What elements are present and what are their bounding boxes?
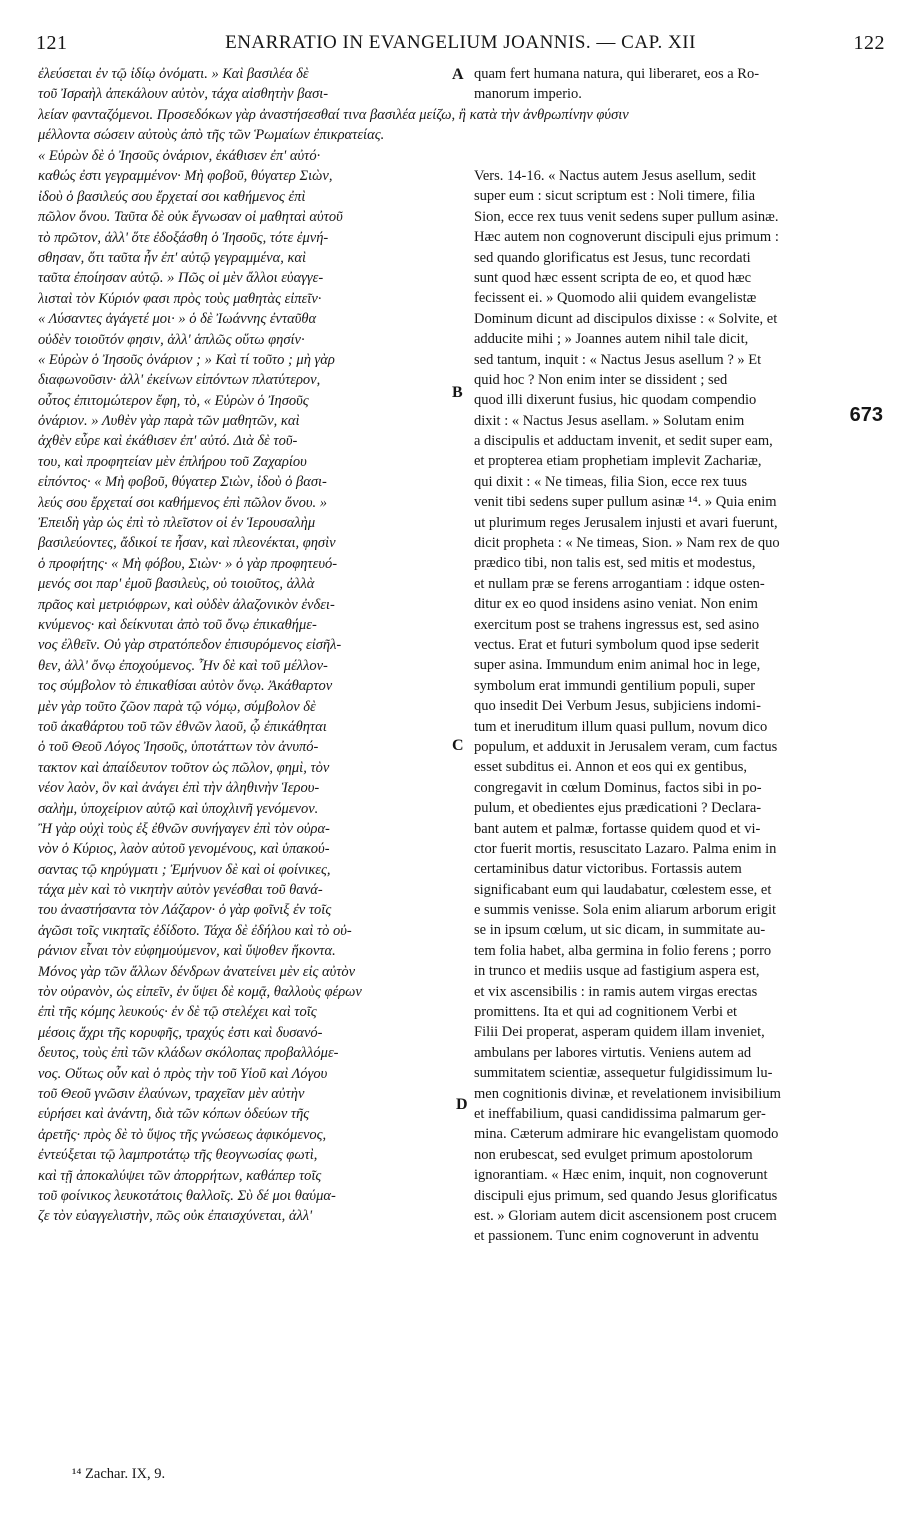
latin-line: congregavit in cœlum Dominus, factos sibi in po-	[474, 779, 762, 796]
greek-line: τὸν οὐρανὸν, ὡς εἰπεῖν, ἐν ὕψει δὲ κομᾷ, θαλλοὺς φέρων	[38, 984, 362, 1001]
greek-line: τάχα μὲν καὶ τὸ νικητὴν αὐτὸν γενέσθαι τοῦ θανά-	[38, 882, 323, 899]
greek-line: κνύμενος· καὶ δείκνυται ἀπὸ τοῦ ὄνῳ ἐπικαθήμε-	[38, 616, 317, 633]
section-marker-d: D	[456, 1096, 468, 1113]
greek-line: σαλὴμ, ὑποχείριον αὐτῷ καὶ ὑποχλινῆ γενόμενον.	[38, 800, 319, 817]
latin-line: mina. Cæterum admirare hic evangelistam quomodo	[474, 1126, 779, 1143]
greek-line: πρᾶος καὶ μετριόφρων, καὶ οὐδὲν ἀλαζονικὸν ἐνδει-	[38, 596, 335, 613]
greek-line: εὑρήσει καὶ ἀνάντη, διὰ τῶν κόπων ὁδεύων τῆς	[38, 1106, 310, 1123]
greek-line: ἀγῶσι τοῖς νικηταῖς ἐδίδοτο. Τάχα δὲ ἐδήλου καὶ τὸ οὐ-	[38, 922, 352, 939]
latin-line: non erubescat, sed evulget primum apostolorum	[474, 1146, 753, 1163]
latin-line: et vix ascensibilis : in ramis autem virgas erectas	[474, 983, 758, 1000]
latin-top-block	[474, 64, 884, 105]
greek-line: τοῦ φοίνικος λευκοτάτοις θαλλοῖς. Σὺ δέ μοι θαύμα-	[38, 1187, 336, 1204]
greek-top-block	[38, 64, 458, 105]
greek-line: μενός σοι παρ' ἐμοῦ βασιλεὺς, οὐ τοιοῦτος, ἀλλὰ	[38, 576, 315, 593]
latin-line: vectus. Erat et futuri symbolum quod ipse sederit	[474, 636, 760, 653]
greek-line: ζε τὸν εὐαγγελιστὴν, πῶς οὐκ ἐπαισχύνεται, ἀλλ'	[38, 1208, 313, 1225]
greek-line: νὸν ὁ Κύριος, λαὸν αὐτοῦ γενομένους, καὶ ὑπακού-	[38, 841, 330, 858]
greek-line: Ἐπειδὴ γὰρ ὡς ἐπὶ τὸ πλεῖστον οἱ ἐν Ἱερουσαλὴμ	[38, 515, 316, 532]
greek-line: δευτος, τοὺς ἐπὶ τῶν κλάδων σκόλοπας προβαλλόμε-	[38, 1045, 339, 1062]
latin-line: et nullam præ se ferens arrogantiam : idque osten-	[474, 575, 765, 592]
section-marker-a: A	[452, 66, 464, 83]
latin-line: men cognitionis divinæ, et revelationem invisibilium	[474, 1085, 781, 1102]
latin-line: dixit : « Nactus Jesus asellam. » Solutam enim	[474, 412, 745, 429]
latin-line: certaminibus datur victoribus. Fortassis autem	[474, 861, 742, 878]
latin-column	[474, 166, 884, 1247]
margin-page-number: 673	[849, 404, 883, 426]
latin-line: se in ipsum cœlum, ut sic dicam, in summitate au-	[474, 922, 766, 939]
latin-line: Hæc autem non cognoverunt discipuli ejus primum :	[474, 229, 779, 246]
footnote: ¹⁴ Zachar. IX, 9.	[72, 1466, 166, 1482]
page-number-left: 121	[36, 32, 68, 54]
latin-line: adducite mihi ; » Joannes autem nihil tale dicit,	[474, 331, 749, 348]
latin-line: Filii Dei properat, asperam quidem illam inveniet,	[474, 1024, 765, 1041]
greek-line: του, καὶ προφητείαν μὲν ἐπλήρου τοῦ Ζαχαρίου	[38, 453, 307, 470]
greek-wide-block	[38, 105, 884, 146]
greek-line: ὁ τοῦ Θεοῦ Λόγος Ἰησοῦς, ὑποτάττων τὸν ἀνυπό-	[38, 739, 319, 756]
greek-line: ράνιον εἶναι τὸν εὐφημούμενον, καὶ ὕψοθεν ἥκοντα.	[38, 943, 336, 960]
section-marker-b: B	[452, 384, 463, 401]
greek-line: του ἀναστήσαντα τὸν Λάζαρον· ὁ γὰρ φοῖνιξ ἐν τοῖς	[38, 902, 332, 919]
running-title: ENARRATIO IN EVANGELIUM JOANNIS. — CAP. XII	[225, 32, 696, 53]
latin-line: manorum imperio.	[474, 86, 582, 103]
greek-line: ἐντεύξεται τῷ λαμπροτάτῳ τῆς θεογνωσίας φωτὶ,	[38, 1147, 318, 1164]
greek-line: τοῦ Θεοῦ γνῶσιν ἐλαύνων, τραχεῖαν μὲν αὐτὴν	[38, 1085, 305, 1102]
greek-line: « Εὑρὼν δὲ ὁ Ἰησοῦς ὀνάριον, ἐκάθισεν ἐπ' αὐτό·	[38, 148, 321, 164]
greek-line: οὗτος ἐπιτομώτερον ἔφη, τὸ, « Εὑρὼν ὁ Ἰησοῦς	[38, 392, 309, 409]
greek-line: καὶ τῇ ἀποκαλύψει τῶν ἀπορρήτων, καθάπερ τοῖς	[38, 1167, 322, 1184]
latin-line: sunt quod hæc essent scripta de eo, et quod hæc	[474, 269, 752, 286]
latin-line: venit tibi sedens super pullum asinæ ¹⁴. » Quia enim	[474, 494, 777, 511]
latin-line: quo insedit Dei Verbum Jesus, subjiciens indomi-	[474, 698, 761, 715]
latin-line: promittens. Ita et qui ad cognitionem Verbi et	[474, 1004, 738, 1021]
greek-line: τος σύμβολον τὸ ἐπικαθίσαι αὐτὸν ὄνῳ. Ἀκάθαρτον	[38, 678, 333, 695]
greek-line: μέσοις ἄχρι τῆς κορυφῆς, τραχύς ἐστι καὶ δυσανό-	[38, 1024, 323, 1041]
latin-line: quid hoc ? Non enim inter se dissident ; sed	[474, 371, 728, 388]
latin-line: ditur ex eo quod insidens asino veniat. Non enim	[474, 596, 758, 613]
latin-line: Vers. 14-16. « Nactus autem Jesus asellum, sedit	[474, 168, 756, 184]
latin-line: significabant eum qui laudabatur, cœlestem esse, et	[474, 881, 772, 898]
running-header	[36, 28, 885, 62]
latin-line: est. » Gloriam autem dicit ascensionem post crucem	[474, 1207, 777, 1224]
greek-line: οὐδὲν τοιοῦτόν φησιν, ἀλλ' ἁπλῶς οὕτω φησίν·	[38, 331, 305, 348]
greek-line: λισταὶ τὸν Κύριόν φασι πρὸς τοὺς μαθητὰς εἰπεῖν·	[38, 290, 322, 307]
greek-line: εἰπόντος· « Μὴ φοβοῦ, θύγατερ Σιὼν, ἰδοὺ ὁ βασι-	[38, 474, 327, 491]
greek-line: νος ἐλθεῖν. Οὐ γὰρ στρατόπεδον ἐπισυρόμενος εἰσῆλ-	[38, 637, 342, 654]
latin-line: bant autem et palmæ, fortasse quidem quod et vi-	[474, 820, 761, 837]
latin-line: et propterea etiam prophetiam implevit Zachariæ,	[474, 453, 762, 470]
latin-line: super asina. Immundum enim animal hoc in lege,	[474, 657, 761, 674]
greek-line: βασιλεύοντες, ἄδικοί τε ἦσαν, καὶ πλεονέκται, φησὶν	[38, 535, 336, 552]
greek-line: ἐλεύσεται ἐν τῷ ἰδίῳ ὀνόματι. » Καὶ βασιλέα δὲ	[38, 66, 309, 82]
latin-line: ambulans per labores virtutis. Veniens autem ad	[474, 1044, 752, 1061]
latin-line: esset subditus ei. Annon et eos qui ex gentibus,	[474, 759, 748, 776]
greek-line: τακτον καὶ ἀπαίδευτον τοῦτον ὡς πῶλον, φημὶ, τὸν	[38, 759, 330, 776]
greek-line: καθώς ἐστι γεγραμμένον· Μὴ φοβοῦ, θύγατερ Σιὼν,	[38, 168, 333, 185]
latin-line: in trunco et mediis usque ad fastigium aspera est,	[474, 963, 760, 980]
greek-line: ἐπὶ τῆς κόμης λευκούς· ἐν δὲ τῷ στελέχει καὶ τοῖς	[38, 1004, 317, 1021]
greek-line: σθησαν, ὅτι ταῦτα ἦν ἐπ' αὐτῷ γεγραμμένα, καὶ	[38, 249, 307, 266]
latin-line: exercitum post se trahens ingressus est, sed asino	[474, 616, 760, 633]
greek-line: Ἢ γὰρ οὐχὶ τοὺς ἐξ ἐθνῶν συνήγαγεν ἐπὶ τὸν οὐρα-	[38, 820, 330, 837]
greek-line: μὲν γὰρ τοῦτο ζῶον παρὰ τῷ νόμῳ, σύμβολον δὲ	[38, 698, 316, 715]
latin-line: ctor fuerit mortis, resuscitato Lazaro. Palma enim in	[474, 840, 777, 857]
latin-line: et passionem. Tunc enim cognoverunt in adventu	[474, 1228, 759, 1245]
latin-line: tem folia habet, alba germina in folio ferens ; porro	[474, 942, 772, 959]
greek-column	[38, 146, 458, 1227]
latin-line: ignorantiam. « Hæc enim, inquit, non cognoverunt	[474, 1167, 768, 1184]
greek-line: μέλλοντα σώσειν αὐτοὺς ἀπὸ τῆς τῶν Ῥωμαίων ἐπικρατείας.	[38, 127, 385, 144]
greek-line: νέον λαὸν, ὃν καὶ ἀνάγει ἐπὶ τὴν ἀληθινὴν Ἱερου-	[38, 780, 320, 797]
latin-line: dicit propheta : « Ne timeas, Sion. » Nam rex de quo	[474, 535, 780, 552]
greek-line: σαντας τῷ κηρύγματι ; Ἐμήνυον δὲ καὶ οἱ φοίνικες,	[38, 861, 331, 878]
greek-line: ἀχθὲν εὗρε καὶ ἐκάθισεν ἐπ' αὐτό. Διὰ δὲ τοῦ-	[38, 433, 298, 450]
latin-line: fecissent ei. » Quomodo alii quidem evangelistæ	[474, 290, 757, 307]
latin-line: prædico tibi, non talis est, sed mitis et modestus,	[474, 555, 756, 572]
greek-line: νος. Οὕτως οὖν καὶ ὁ πρὸς τὴν τοῦ Υἱοῦ καὶ Λόγου	[38, 1065, 328, 1082]
latin-line: populum, et adduxit in Jerusalem veram, cum factus	[474, 738, 778, 755]
latin-line: pulum, et obedientes ejus prædicationi ? Declara-	[474, 800, 762, 817]
greek-line: διαφωνοῦσιν· ἀλλ' ἐκείνων εἰπόντων πλατύτερον,	[38, 372, 321, 389]
greek-line: Μόνος γὰρ τῶν ἄλλων δένδρων ἀνατείνει μὲν εἰς αὐτὸν	[38, 963, 356, 980]
greek-line: ἀρετῆς· πρὸς δὲ τὸ ὕψος τῆς γνώσεως ἀφικόμενος,	[38, 1126, 327, 1143]
greek-line: λείαν φανταζόμενοι. Προσεδόκων γὰρ ἀναστήσεσθαί τινα βασιλέα μείζω, ἢ κατὰ τὴν ἀνθρωπίνην φύσιν	[38, 106, 629, 123]
latin-line: Sion, ecce rex tuus venit sedens super pullum asinæ.	[474, 208, 779, 225]
latin-line: qui dixit : « Ne timeas, filia Sion, ecce rex tuus	[474, 473, 748, 490]
greek-line: λεύς σου ἔρχεταί σοι καθήμενος ἐπὶ πῶλον ὄνου. »	[38, 494, 328, 511]
greek-line: πῶλον ὄνου. Ταῦτα δὲ οὐκ ἔγνωσαν οἱ μαθηταὶ αὐτοῦ	[38, 209, 343, 226]
latin-line: super eum : sicut scriptum est : Noli timere, filia	[474, 188, 756, 205]
latin-line: et ineffabilium, quasi candidissima palmarum ger-	[474, 1105, 766, 1122]
latin-line: symbolum erat immundi gentilium populi, super	[474, 677, 756, 694]
greek-line: τοῦ Ἰσραὴλ ἀπεκάλουν αὐτὸν, τάχα αἰσθητὴν βασι-	[38, 86, 329, 103]
latin-line: e summis venisse. Sola enim aliarum arborum erigit	[474, 902, 777, 919]
greek-line: « Εὑρὼν ὁ Ἰησοῦς ὀνάριον ; » Καὶ τί τοῦτο ; μὴ γὰρ	[38, 351, 335, 368]
greek-line: ὁ προφήτης· « Μὴ φόβου, Σιὼν· » ὁ γὰρ προφητευό-	[38, 555, 338, 572]
latin-line: sed tantum, inquit : « Nactus Jesus asellum ? » Et	[474, 351, 762, 368]
greek-line: ταῦτα ἐποίησαν αὐτῷ. » Πῶς οἱ μὲν ἄλλοι εὐαγγε-	[38, 270, 324, 287]
page-number-right: 122	[853, 32, 885, 54]
latin-line: quod illi dixerunt fusius, hic quodam compendio	[474, 392, 757, 409]
greek-line: ἰδοὺ ὁ βασιλεύς σου ἔρχεταί σοι καθήμενος ἐπὶ	[38, 188, 306, 205]
latin-line: ut plurimum reges Jerusalem injusti et avari fuerunt,	[474, 514, 778, 531]
latin-line: a discipulis et adductam invenit, et sedit super eam,	[474, 433, 773, 450]
greek-line: τοῦ ἀκαθάρτου τοῦ τῶν ἐθνῶν λαοῦ, ᾧ ἐπικάθηται	[38, 718, 327, 735]
section-marker-c: C	[452, 737, 464, 754]
greek-line: ὀνάριον. » Λυθὲν γὰρ παρὰ τῶν μαθητῶν, καὶ	[38, 413, 300, 430]
greek-line: τὸ πρῶτον, ἀλλ' ὅτε ἐδοξάσθη ὁ Ἰησοῦς, τότε ἐμνή-	[38, 229, 329, 246]
latin-line: discipuli ejus primum, sed quando Jesus glorificatus	[474, 1187, 778, 1204]
latin-line: tum et ineruditum illum quasi pullum, novum dico	[474, 718, 768, 735]
latin-line: sed quando glorificatus est Jesus, tunc recordati	[474, 249, 751, 266]
latin-line: quam fert humana natura, qui liberaret, eos a Ro-	[474, 66, 760, 82]
latin-line: summitatem scientiæ, assequetur fulgidissimum lu-	[474, 1065, 773, 1082]
latin-line: Dominum dicunt ad discipulos dixisse : « Solvite, et	[474, 310, 778, 327]
greek-line: « Λύσαντες ἀγάγετέ μοι· » ὁ δὲ Ἰωάννης ἐνταῦθα	[38, 311, 317, 328]
greek-line: θεν, ἀλλ' ὄνῳ ἐποχούμενος. Ἦν δὲ καὶ τοῦ μέλλον-	[38, 657, 328, 674]
